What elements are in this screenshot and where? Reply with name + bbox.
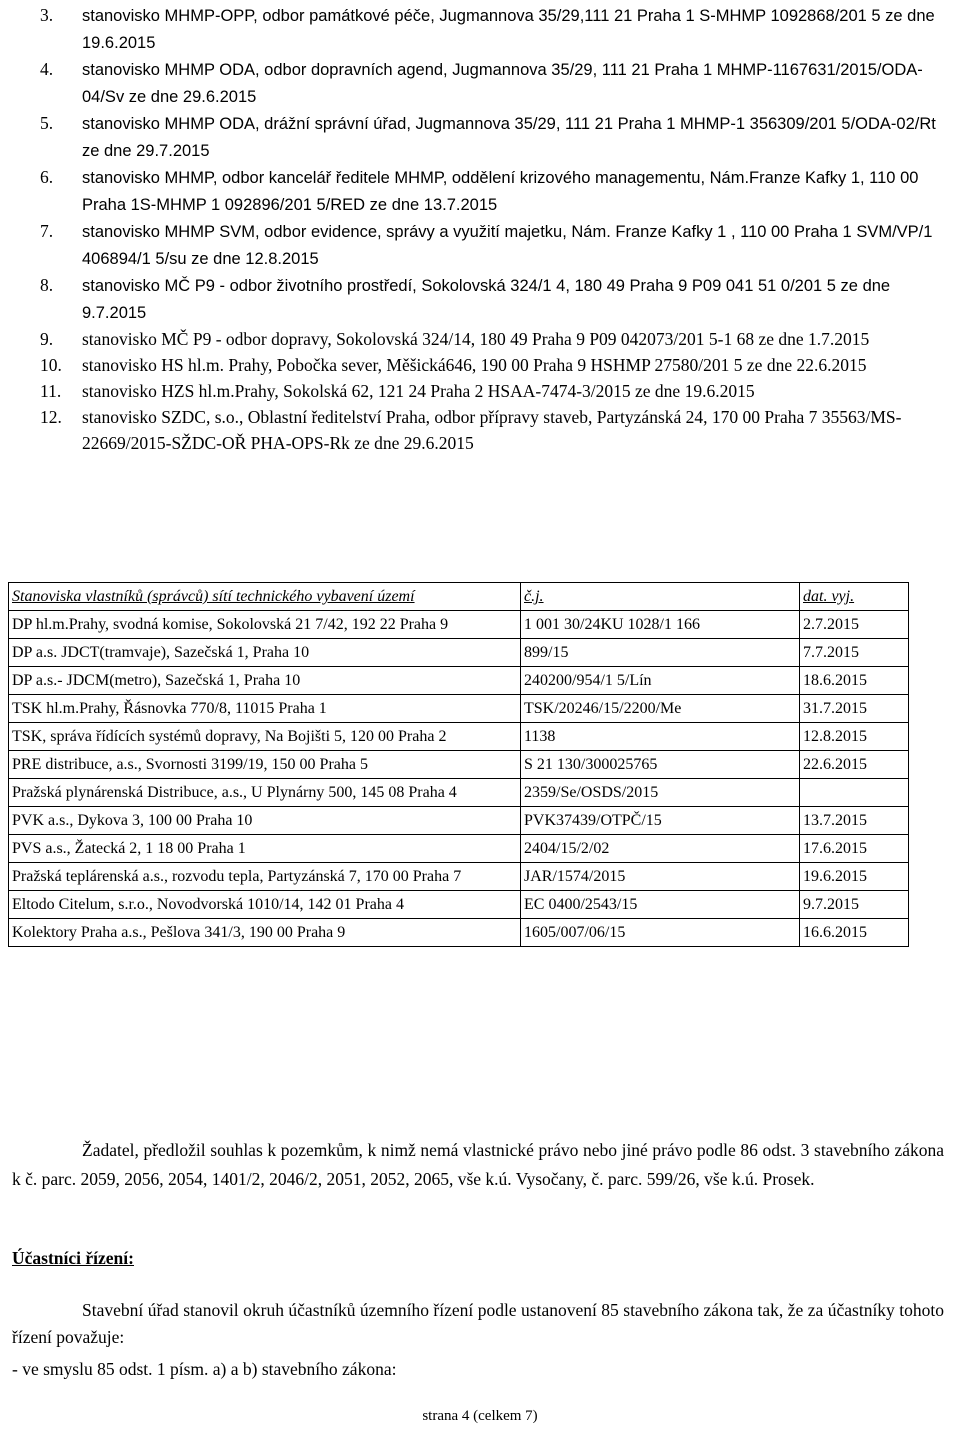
cell-ref: 1605/007/06/15: [521, 919, 800, 947]
cell-date: 31.7.2015: [800, 695, 909, 723]
list-number: 5.: [40, 113, 54, 133]
list-number: 11.: [40, 381, 62, 401]
cell-owner: Eltodo Citelum, s.r.o., Novodvorská 1010/14, 142 01 Praha 4: [9, 891, 521, 919]
header-owner: Stanoviska vlastníků (správců) sítí technického vybavení území: [9, 583, 521, 611]
table-row: [9, 611, 909, 639]
cell-ref: 240200/954/1 5/Lín: [521, 667, 800, 695]
table-row: [9, 751, 909, 779]
section-heading-participants: Účastníci řízení:: [12, 1248, 134, 1268]
list-text: stanovisko MČ P9 - odbor životního prostředí, Sokolovská 324/1 4, 180 49 Praha 9 P09 041 51 0/201 5 ze dne 9.7.2015: [82, 277, 891, 322]
table-row: [9, 667, 909, 695]
cell-owner: DP a.s.- JDCM(metro), Sazečská 1, Praha 10: [9, 667, 521, 695]
cell-date: 16.6.2015: [800, 919, 909, 947]
table-row: [9, 639, 909, 667]
table-row: [9, 695, 909, 723]
cell-owner: TSK, správa řídících systémů dopravy, Na Bojišti 5, 120 00 Praha 2: [9, 723, 521, 751]
list-item: [40, 164, 945, 218]
list-item: [40, 378, 945, 404]
cell-date: 18.6.2015: [800, 667, 909, 695]
list-text: stanovisko MHMP, odbor kancelář ředitele MHMP, oddělení krizového managementu, Nám.Franze Kafky 1, 110 00 Praha 1S-MHMP 1 092896/201 5/RED ze dne 13.7.2015: [82, 169, 919, 214]
list-number: 9.: [40, 329, 54, 349]
cell-ref: 1 001 30/24KU 1028/1 166: [521, 611, 800, 639]
cell-owner: Kolektory Praha a.s., Pešlova 341/3, 190 00 Praha 9: [9, 919, 521, 947]
cell-owner: Pražská teplárenská a.s., rozvodu tepla, Partyzánská 7, 170 00 Praha 7: [9, 863, 521, 891]
cell-ref: JAR/1574/2015: [521, 863, 800, 891]
list-text: stanovisko MHMP-OPP, odbor památkové péče, Jugmannova 35/29,111 21 Praha 1 S-MHMP 1092868/201 5 ze dne 19.6.2015: [82, 7, 935, 52]
list-number: 7.: [40, 221, 54, 241]
list-item: [40, 218, 945, 272]
cell-date: 2.7.2015: [800, 611, 909, 639]
list-number: 8.: [40, 275, 54, 295]
cell-ref: S 21 130/300025765: [521, 751, 800, 779]
cell-ref: 2404/15/2/02: [521, 835, 800, 863]
cell-owner: PVS a.s., Žatecká 2, 1 18 00 Praha 1: [9, 835, 521, 863]
list-text: stanovisko MHMP ODA, drážní správní úřad, Jugmannova 35/29, 111 21 Praha 1 MHMP-1 356309/201 5/ODA-02/Rt ze dne 29.7.2015: [82, 115, 936, 160]
paragraph-consent: Žadatel, předložil souhlas k pozemkům, k nimž nemá vlastnické právo nebo jiné právo podle 86 odst. 3 stavebního zákona k č. parc. 2059, 2056, 2054, 1401/2, 2046/2, 2051, 2052, 2065, vše k.ú. Vysočany, č. parc. 599/26, vše k.ú. Prosek.: [12, 1140, 944, 1189]
cell-owner: DP a.s. JDCT(tramvaje), Sazečská 1, Praha 10: [9, 639, 521, 667]
list-item: [40, 56, 945, 110]
network-owners-table: [8, 582, 909, 947]
list-number: 10.: [40, 355, 62, 375]
cell-date: 12.8.2015: [800, 723, 909, 751]
cell-ref: 2359/Se/OSDS/2015: [521, 779, 800, 807]
list-item: [40, 326, 945, 352]
cell-date: 13.7.2015: [800, 807, 909, 835]
table-header-row: [9, 583, 909, 611]
list-item: [40, 352, 945, 378]
cell-ref: TSK/20246/15/2200/Me: [521, 695, 800, 723]
cell-ref: 899/15: [521, 639, 800, 667]
cell-date: [800, 779, 909, 807]
cell-owner: TSK hl.m.Prahy, Řásnovka 770/8, 11015 Praha 1: [9, 695, 521, 723]
list-text: stanovisko MČ P9 - odbor dopravy, Sokolovská 324/14, 180 49 Praha 9 P09 042073/201 5-1 68 ze dne 1.7.2015: [82, 329, 870, 349]
paragraph-participants: Stavební úřad stanovil okruh účastníků územního řízení podle ustanovení 85 stavebního zákona tak, že za účastníky tohoto řízení považuje:: [12, 1300, 944, 1347]
cell-date: 19.6.2015: [800, 863, 909, 891]
table-row: [9, 723, 909, 751]
cell-date: 7.7.2015: [800, 639, 909, 667]
list-item: [40, 110, 945, 164]
paragraph-sense: - ve smyslu 85 odst. 1 písm. a) a b) stavebního zákona:: [12, 1359, 397, 1379]
table-row: [9, 807, 909, 835]
list-number: 6.: [40, 167, 54, 187]
cell-date: 22.6.2015: [800, 751, 909, 779]
list-text: stanovisko SZDC, s.o., Oblastní ředitelství Praha, odbor přípravy staveb, Partyzánská 24, 170 00 Praha 7 35563/MS-22669/2015-SŽDC-OŘ PHA-OPS-Rk ze dne 29.6.2015: [82, 407, 902, 453]
list-number: 3.: [40, 5, 54, 25]
cell-owner: PVK a.s., Dykova 3, 100 00 Praha 10: [9, 807, 521, 835]
list-item: [40, 272, 945, 326]
cell-ref: PVK37439/OTPČ/15: [521, 807, 800, 835]
cell-owner: PRE distribuce, a.s., Svornosti 3199/19, 150 00 Praha 5: [9, 751, 521, 779]
list-number: 12.: [40, 407, 62, 427]
cell-date: 17.6.2015: [800, 835, 909, 863]
cell-owner: DP hl.m.Prahy, svodná komise, Sokolovská 21 7/42, 192 22 Praha 9: [9, 611, 521, 639]
opinion-list: [40, 2, 945, 456]
table-row: [9, 891, 909, 919]
table-row: [9, 863, 909, 891]
header-ref: č.j.: [521, 583, 800, 611]
list-item: [40, 2, 945, 56]
header-date: dat. vyj.: [800, 583, 909, 611]
cell-ref: 1138: [521, 723, 800, 751]
list-text: stanovisko HS hl.m. Prahy, Pobočka sever, Měšická646, 190 00 Praha 9 HSHMP 27580/201 5 ze dne 22.6.2015: [82, 355, 867, 375]
cell-ref: EC 0400/2543/15: [521, 891, 800, 919]
page-footer: strana 4 (celkem 7): [422, 1408, 538, 1424]
list-text: stanovisko MHMP ODA, odbor dopravních agend, Jugmannova 35/29, 111 21 Praha 1 MHMP-1167631/2015/ODA-04/Sv ze dne 29.6.2015: [82, 61, 923, 106]
table-row: [9, 835, 909, 863]
list-item: [40, 404, 945, 456]
table-row: [9, 779, 909, 807]
table-row: [9, 919, 909, 947]
list-text: stanovisko HZS hl.m.Prahy, Sokolská 62, 121 24 Praha 2 HSAA-7474-3/2015 ze dne 19.6.2015: [82, 381, 755, 401]
cell-owner: Pražská plynárenská Distribuce, a.s., U Plynárny 500, 145 08 Praha 4: [9, 779, 521, 807]
list-text: stanovisko MHMP SVM, odbor evidence, správy a využití majetku, Nám. Franze Kafky 1 , 110 00 Praha 1 SVM/VP/1 406894/1 5/su ze dne 12.8.2015: [82, 223, 933, 268]
cell-date: 9.7.2015: [800, 891, 909, 919]
list-number: 4.: [40, 59, 54, 79]
